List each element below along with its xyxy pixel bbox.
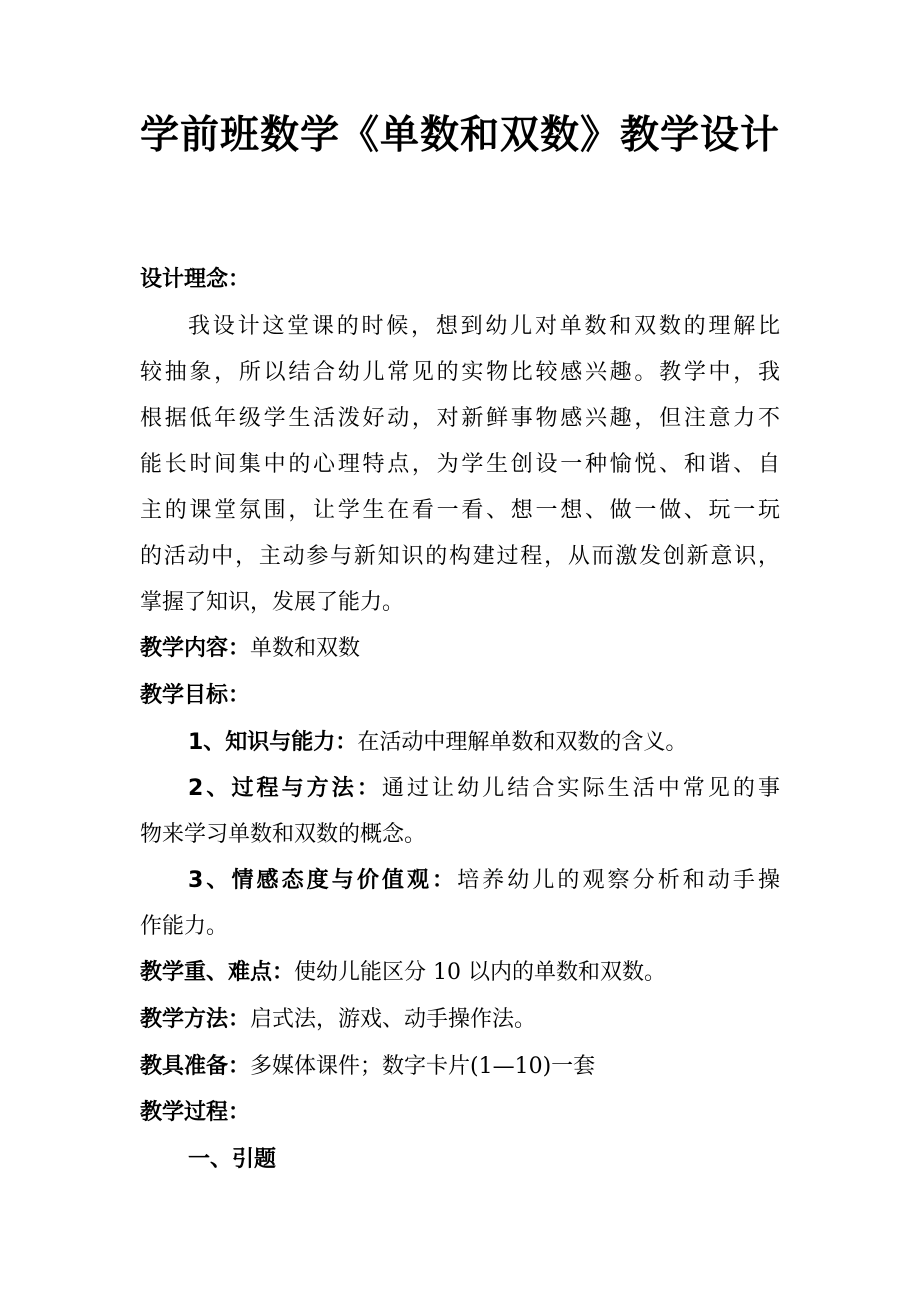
- design-concept-line-3: 根据低年级学生活泼好动，对新鲜事物感兴趣，但注意力不: [140, 406, 780, 431]
- teaching-goals-heading: 教学目标：: [140, 683, 251, 708]
- goal-item-3-continued: 作能力。: [140, 914, 229, 939]
- key-points-label: 教学重、难点：: [140, 960, 295, 985]
- teaching-methods-value: 启式法，游戏、动手操作法。: [250, 1007, 537, 1032]
- design-concept-line-1: 我设计这堂课的时候，想到幼儿对单数和双数的理解比: [188, 314, 780, 339]
- goal-item-2: [140, 774, 780, 804]
- goal-item-1: [140, 728, 780, 758]
- goal-1-label: 1、知识与能力：: [188, 730, 358, 755]
- design-concept-line-7: 掌握了知识，发展了能力。: [140, 590, 405, 615]
- goal-item-2-continued: 物来学习单数和双数的概念。: [140, 822, 427, 847]
- design-concept-line-4: 能长时间集中的心理特点，为学生创设一种愉悦、和谐、自: [140, 452, 780, 477]
- teaching-methods-row: [140, 1005, 780, 1035]
- teaching-content-row: [140, 634, 780, 664]
- key-points-row: [140, 958, 780, 988]
- key-points-value: 使幼儿能区分 10 以内的单数和双数。: [294, 960, 666, 985]
- goal-item-3: [140, 866, 780, 896]
- teaching-methods-label: 教学方法：: [140, 1007, 251, 1032]
- teaching-content-label: 教学内容：: [140, 636, 251, 661]
- design-concept-line-6: 的活动中，主动参与新知识的构建过程，从而激发创新意识，: [140, 544, 780, 569]
- goal-2-text: 通过让幼儿结合实际生活中常见的事: [381, 776, 780, 801]
- materials-label: 教具准备：: [140, 1054, 251, 1079]
- goal-2-label: 2、过程与方法：: [188, 776, 382, 801]
- goal-3-label: 3、情感态度与价值观：: [188, 868, 458, 893]
- process-step-1: 一、引题: [188, 1147, 277, 1172]
- materials-value: 多媒体课件；数字卡片(1—10)一套: [250, 1054, 596, 1079]
- goal-1-text: 在活动中理解单数和双数的含义。: [357, 730, 688, 755]
- materials-row: [140, 1052, 780, 1082]
- design-concept-heading: 设计理念：: [140, 267, 251, 292]
- goal-3-text: 培养幼儿的观察分析和动手操: [457, 868, 780, 893]
- design-concept-line-5: 主的课堂氛围，让学生在看一看、想一想、做一做、玩一玩: [140, 498, 780, 523]
- teaching-content-value: 单数和双数: [250, 636, 361, 661]
- document-title: 学前班数学《单数和双数》教学设计: [139, 113, 780, 158]
- design-concept-line-2: 较抽象，所以结合幼儿常见的实物比较感兴趣。教学中，我: [140, 360, 780, 385]
- teaching-process-heading: 教学过程：: [140, 1100, 251, 1125]
